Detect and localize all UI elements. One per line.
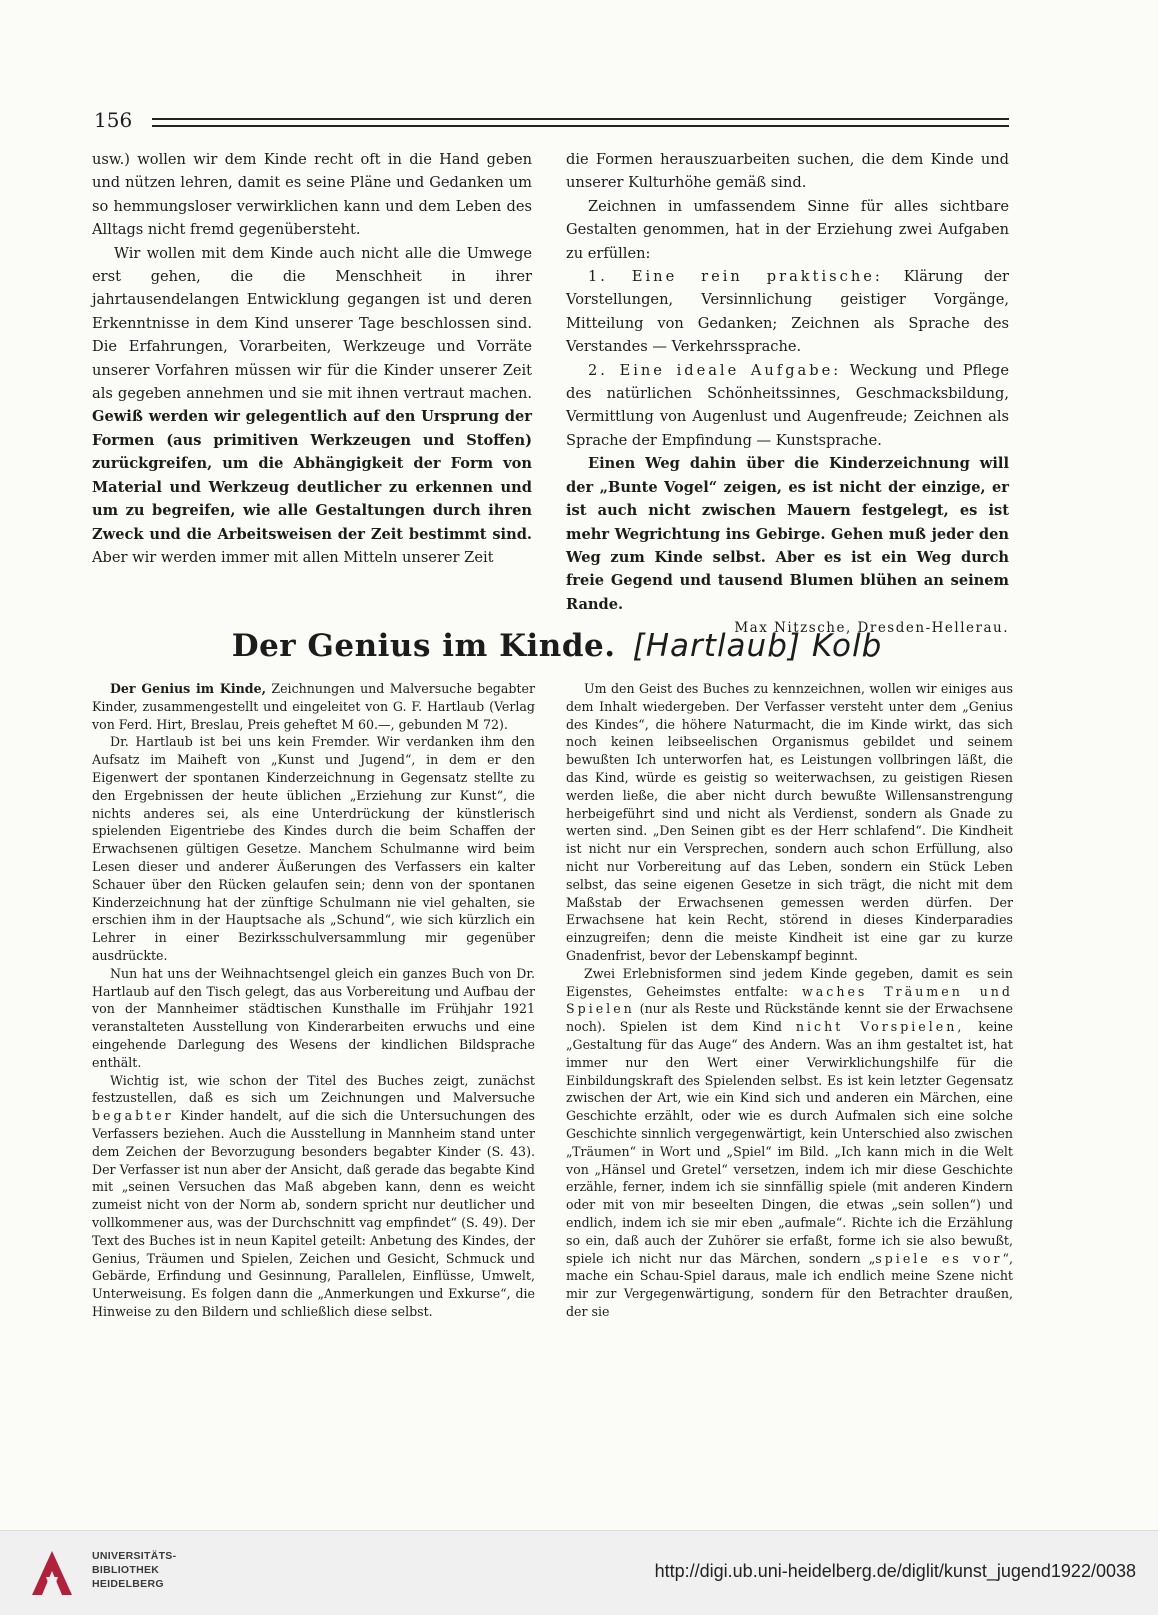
footer-bar	[0, 1530, 1158, 1615]
paragraph: Zeichnen in umfassendem Sinne für alles sichtbare Gestalten genommen, hat in der Erziehung zwei Aufgaben zu erfüllen:	[566, 197, 1009, 262]
text-run: (nur als Reste und Rückstände kennt sie der Erwachsene noch). Spielen ist dem Kind	[566, 1001, 1013, 1035]
university-library-logo-icon	[26, 1547, 78, 1599]
paragraph: Einen Weg dahin über die Kinderzeichnung will der „Bunte Vogel“ zeigen, es ist nicht der einzige, er ist auch nicht zwischen Mauern festgelegt, es ist mehr Wegrichtung ins Gebirge. Gehen muß jeder den Weg zum Kinde selbst. Aber es ist ein Weg durch freie Gegend und tausend Blumen blühen an seinem Rande.	[566, 455, 1009, 613]
library-name-line: HEIDELBERG	[92, 1578, 164, 1590]
spaced-emphasis: 1. Eine rein praktische:	[588, 268, 883, 286]
text-run: Wir wollen mit dem Kinde auch nicht alle die Umwege erst gehen, die die Menschheit in ihrer jahrtausendelangen Entwicklung gegangen ist und deren Erkenntnisse in dem Kind unserer Tage beschlossen sind. Die Erfahrungen, Vorarbeiten, Werkzeuge und Vorräte unserer Vorfahren müssen wir für die Kinder unserer Zeit als gegeben annehmen und sie mit ihnen vertraut machen.	[92, 244, 532, 403]
bottom-right-column	[566, 680, 1013, 1321]
paragraph	[566, 965, 1013, 1321]
library-name	[92, 1549, 176, 1591]
list-item	[566, 265, 1009, 359]
spaced-emphasis: spiele es vor	[875, 1250, 1003, 1266]
spaced-emphasis: begabter	[92, 1108, 174, 1124]
library-name-line: UNIVERSITÄTS-	[92, 1550, 177, 1562]
top-left-column	[92, 148, 532, 569]
paragraph: usw.) wollen wir dem Kinde recht oft in die Hand geben und nützen lehren, damit es seine Pläne und Gedanken um so hemmungsloser verwirklichen kann und dem Leben des Alltags nicht fremd gegenübersteht.	[92, 151, 532, 239]
paragraph: Um den Geist des Buches zu kennzeichnen, wollen wir einiges aus dem Inhalt wiedergeben. Der Verfasser versteht unter dem „Genius des Kindes“, die höhere Naturmacht, die im Kinde wirkt, das sich noch keinen leibseelischen Organismus gebildet und seinem bewußten Ich unterworfen hat, es Leistungen vollbringen läßt, die das Kind, würde es geistig so weiterwachsen, zu geistigen Riesen werden ließe, die aber nicht durch bewußte Willensanstrengung herbeigeführt sind und nicht als Verdienst, sondern als Gnade zu werten sind. „Den Seinen gibt es der Herr schlafend“. Die Kindheit ist nicht nur ein Versprechen, sondern auch schon Erfüllung, also nicht nur Vorbereitung auf das Leben, sondern ein Stück Leben selbst, das seine eigenen Gesetze in sich trägt, die nicht mit dem Maßstab der Erwachsenen gemessen werden dürfen. Der Erwachsene hat kein Recht, störend in dieses Kinderparadies einzugreifen; denn die meiste Kindheit ist eine gar zu kurze Gnadenfrist, bevor der Lebenskampf beginnt.	[566, 681, 1013, 963]
spaced-emphasis: 2. Eine ideale Aufgabe:	[588, 361, 842, 379]
text-run: Zwei Erlebnisformen sind jedem Kinde gegeben, damit es sein Eigenstes, Geheimstes entfalte:	[566, 965, 1013, 999]
text-run: keine „Gestaltung für das Auge“ des Andern. Was an ihm gestaltet ist, hat immer nur den Wert einer Verwirklichungshilfe für die Einbildungskraft des Spielenden selbst. Es ist kein letzter Gegensatz zwischen der Art, wie ein Kind sich und anderen ein Märchen, eine Geschichte erzählt, oder wie es durch Aufmalen sich eine solche Geschichte sinnlich vergegenwärtigt, kein Unterschied also zwischen „Träumen“ in Wort und „Spiel“ im Bild. „Ich kann mich in die Welt von „Hänsel und Gretel“ versetzen, indem ich mir diese Geschichte erzähle, ferner, indem ich sie sinnfällig spiele (mit anderen Kindern oder mit von mir beseelten Dingen, die etwas „sein sollen“) und endlich, indem ich sie mir eben „aufmale“. Richte ich die Erzählung so ein, daß auch der Zuhörer sie erfaßt, forme ich sie also bewußt, spiele ich nicht nur das Märchen, sondern „	[566, 1019, 1013, 1266]
bottom-left-column	[92, 680, 535, 1321]
top-right-column	[566, 148, 1009, 641]
library-name-line: BIBLIOTHEK	[92, 1564, 160, 1576]
bold-text-run: Der Genius im Kinde,	[110, 681, 266, 696]
text-run: Kinder handelt, auf die sich die Untersuchungen des Verfassers beziehen. Auch die Ausstellung in Mannheim stand unter dem Zeichen der Bevorzugung besonders begabter Kinder (S. 43). Der Verfasser ist nun aber der Ansicht, daß gerade das begabte Kind mit „seinen Versuchen das Maß abgeben kann, denn es weicht zumeist nicht von der Norm ab, sondern spricht nur deutlicher und vollkommener aus, was der Durchschnitt vag empfindet“ (S. 49). Der Text des Buches ist in neun Kapitel geteilt: Anbetung des Kindes, der Genius, Träumen und Spielen, Zeichen und Gesicht, Schmuck und Gebärde, Erfindung und Gesinnung, Parallelen, Einflüsse, Umwelt, Unterweisung. Es folgen dann die „Anmerkungen und Exkurse“, die Hinweise zu den Bildern und schließlich diese selbst.	[92, 1108, 536, 1319]
spaced-emphasis: waches Träumen und Spielen	[566, 983, 1013, 1017]
text-run: Zeichnungen und Malversuche begabter Kinder, zusammengestellt und eingeleitet von G. F. Hartlaub (Verlag von Ferd. Hirt, Breslau, Preis geheftet M 60.—, gebunden M 72).	[92, 681, 535, 732]
paragraph: die Formen herauszuarbeiten suchen, die dem Kinde und unserer Kulturhöhe gemäß sind.	[566, 151, 1009, 192]
page-number: 156	[94, 108, 133, 132]
paragraph	[92, 1072, 535, 1321]
paragraph: Dr. Hartlaub ist bei uns kein Fremder. Wir verdanken ihm den Aufsatz im Maiheft von „Kunst und Jugend“, in dem er den Eigenwert der spontanen Kinderzeichnung in Gegensatz stellte zu den Ergebnissen der heute üblichen „Erziehung zur Kunst“, die nichts anderes sei, als eine Unterdrückung der künstlerisch spielenden Eigentriebe des Kindes durch die beim Schaffen der Erwachsenen gültigen Gesetze. Manchem Schulmanne wird beim Lesen dieser und anderer Äußerungen des Verfassers ein kalter Schauer über den Rücken gelaufen sein; denn von der spontanen Kinderzeichnung hat der zünftige Schulmann nie viel gehalten, sie erschien ihm in der Hauptsache als „Schund“, wie sich kürzlich ein Lehrer in einer Bezirksschulversammlung mir gegenüber ausdrückte.	[92, 734, 535, 963]
text-run: Weckung und Pflege des natürlichen Schönheitssinnes, Geschmacksbildung, Vermittlung von Augenlust und Augenfreude; Zeichnen als Sprache der Empfindung — Kunstsprache.	[566, 361, 1009, 449]
spaced-emphasis: nicht Vorspielen,	[795, 1019, 965, 1035]
paragraph	[92, 680, 535, 733]
paragraph	[92, 242, 532, 570]
paragraph: Nun hat uns der Weihnachtsengel gleich ein ganzes Buch von Dr. Hartlaub auf den Tisch gelegt, das aus Vorbereitung und Aufbau der von der Mannheimer städtischen Kunsthalle im Frühjahr 1921 veranstalteten Ausstellung von Kinderarbeiten erwuchs und eine eingehende Darlegung des Wesens der kindlichen Bildsprache enthält.	[92, 965, 535, 1070]
header-double-rule	[152, 118, 1009, 127]
author-signature: Max Nitzsche, Dresden-Hellerau.	[734, 620, 1009, 637]
list-item	[566, 359, 1009, 453]
text-run: Wichtig ist, wie schon der Titel des Buches zeigt, zunächst festzustellen, daß es sich um Zeichnungen und Malversuche	[92, 1072, 535, 1106]
article-title-row	[92, 628, 1022, 672]
handwritten-annotation: [Hartlaub] Kolb	[632, 628, 883, 664]
page-header	[94, 108, 1009, 138]
text-run: Klärung der Vorstellungen, Versinnlichung geistiger Vorgänge, Mitteilung von Gedanken; Zeichnen als Sprache des Verstandes — Verkehrssprache.	[566, 268, 1009, 356]
text-run: Aber wir werden immer mit allen Mitteln unserer Zeit	[92, 548, 494, 566]
source-url[interactable]: http://digi.ub.uni-heidelberg.de/diglit/kunst_jugend1922/0038	[654, 1561, 1136, 1581]
bold-text-run: Gewiß werden wir gelegentlich auf den Ursprung der Formen (aus primitiven Werkzeugen und Stoffen) zurückgreifen, um die Abhängigkeit der Form von Material und Werkzeug deutlicher zu erkennen und um zu begreifen, wie alle Gestaltungen durch ihren Zweck und die Arbeitsweisen der Zeit bestimmt sind.	[92, 408, 532, 543]
text-run: “, mache ein Schau-Spiel daraus, male ich endlich meine Szene nicht mir zur Vergegenwärtigung, sondern für den Betrachter draußen, der sie	[566, 1250, 1013, 1319]
article-title: Der Genius im Kinde.	[231, 628, 616, 664]
